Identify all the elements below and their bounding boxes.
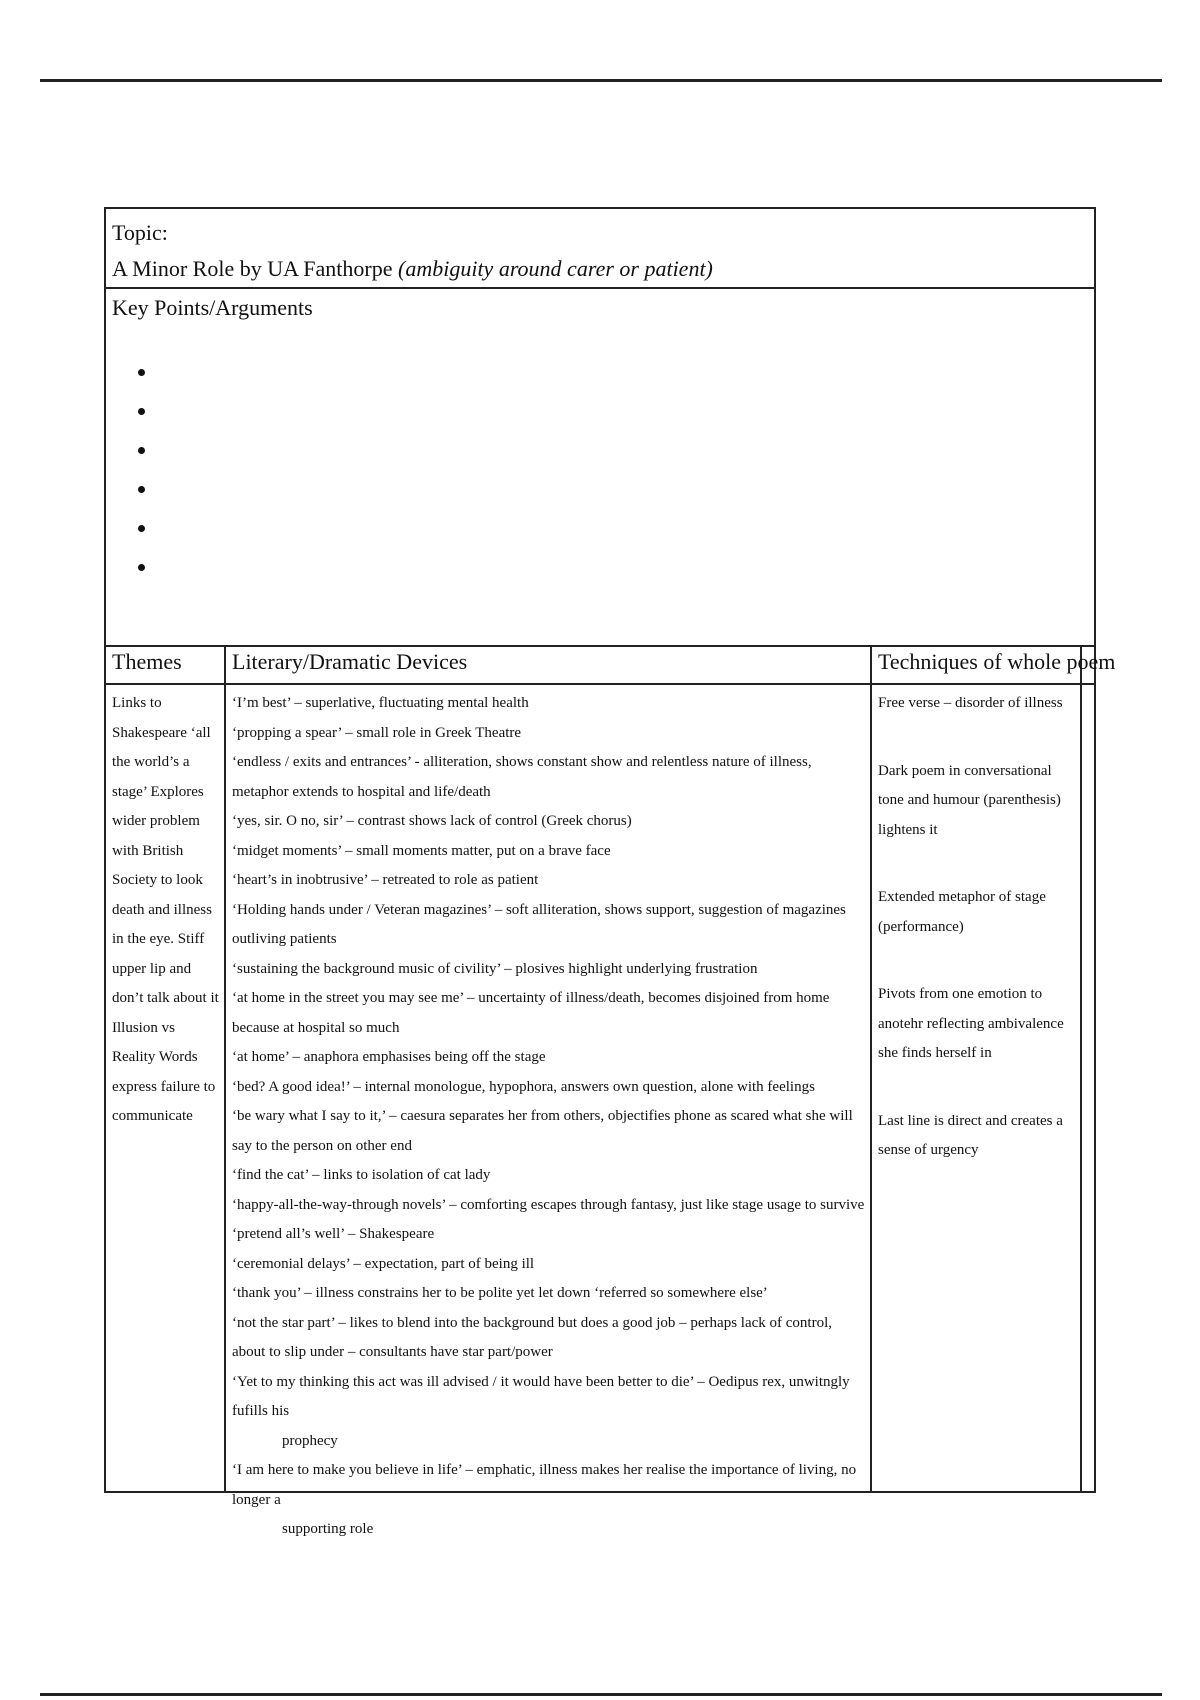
themes-header: Themes xyxy=(106,647,224,685)
technique-entry: Free verse – disorder of illness xyxy=(878,695,1063,711)
device-entry: ‘I’m best’ – superlative, fluctuating mental health xyxy=(232,695,529,711)
topic-label: Topic: xyxy=(112,220,168,245)
device-entry: ‘thank you’ – illness constrains her to be polite yet let down ‘referred so somewhere else’ xyxy=(232,1285,768,1301)
narrow-blank-header xyxy=(1082,647,1094,685)
narrow-blank-column xyxy=(1082,647,1094,1491)
techniques-column xyxy=(872,647,1116,1491)
topic-title: A Minor Role by UA Fanthorpe xyxy=(112,256,393,281)
topic-subtitle: (ambiguity around carer or patient) xyxy=(398,256,713,281)
devices-column xyxy=(226,647,872,1537)
devices-list xyxy=(226,685,870,1545)
device-entry-continuation: prophecy xyxy=(282,1432,338,1449)
technique-entry: Extended metaphor of stage (performance) xyxy=(878,889,1046,935)
device-entry: ‘Holding hands under / Veteran magazines’ – soft alliteration, shows support, suggestion of magazines outliving patients xyxy=(232,901,846,947)
device-entry: ‘bed? A good idea!’ – internal monologue, hypophora, answers own question, alone with feelings xyxy=(232,1078,815,1095)
device-entry-hanging xyxy=(232,1456,866,1545)
analysis-table xyxy=(106,647,1116,1537)
footer-rule xyxy=(40,1693,1162,1696)
device-entry: ‘pretend all’s well’ – Shakespeare xyxy=(232,1226,435,1242)
techniques-header: Techniques of whole poem xyxy=(872,647,1080,685)
device-entry: ‘happy-all-the-way-through novels’ – comforting escapes through fantasy, just like stage usage to survive xyxy=(232,1196,865,1213)
themes-column xyxy=(106,647,226,1491)
device-entry-hanging xyxy=(232,1368,866,1457)
revision-sheet xyxy=(104,207,1116,1537)
device-entry: ‘ceremonial delays’ – expectation, part of being ill xyxy=(232,1255,535,1272)
device-entry: ‘find the cat’ – links to isolation of cat lady xyxy=(232,1167,491,1183)
techniques-list xyxy=(872,685,1080,1166)
device-entry: ‘sustaining the background music of civility’ – plosives highlight underlying frustration xyxy=(232,960,758,977)
device-entry: ‘not the star part’ – likes to blend into the background but does a good job – perhaps lack of control, about to slip under – consultants have star part/power xyxy=(232,1314,832,1360)
themes-text: Links to Shakespeare ‘all the world’s a stage’ Explores wider problem with British Society to look death and illness in the eye. Stiff upper lip and don’t talk about it Illusion vs Reality Words express failure to communicate xyxy=(112,695,219,1124)
device-entry-main: ‘I am here to make you believe in life’ – emphatic, illness makes her realise the importance of living, no longer a xyxy=(232,1462,857,1508)
topic-box xyxy=(106,209,1094,289)
key-points-heading: Key Points/Arguments xyxy=(112,295,313,320)
devices-header: Literary/Dramatic Devices xyxy=(226,647,870,685)
device-entry: ‘midget moments’ – small moments matter, put on a brave face xyxy=(232,842,611,859)
device-entry-main: ‘Yet to my thinking this act was ill advised / it would have been better to die’ – Oedipus rex, unwitngly fufills his xyxy=(232,1373,850,1419)
topic-title-line xyxy=(112,251,1088,287)
device-entry: ‘heart’s in inobtrusive’ – retreated to role as patient xyxy=(232,872,539,888)
technique-entry: Last line is direct and creates a sense of urgency xyxy=(878,1112,1063,1158)
device-entry: ‘propping a spear’ – small role in Greek Theatre xyxy=(232,724,522,741)
device-entry: ‘at home’ – anaphora emphasises being off the stage xyxy=(232,1049,546,1065)
device-entry-continuation: supporting role xyxy=(282,1521,374,1537)
technique-entry: Pivots from one emotion to anotehr reflecting ambivalence she finds herself in xyxy=(878,986,1064,1061)
technique-entry: Dark poem in conversational tone and humour (parenthesis) lightens it xyxy=(878,762,1061,838)
header-rule xyxy=(40,79,1162,82)
device-entry: ‘at home in the street you may see me’ – uncertainty of illness/death, becomes disjoined from home because at hospital so much xyxy=(232,990,830,1036)
device-entry: ‘be wary what I say to it,’ – caesura separates her from others, objectifies phone as scared what she will say to the person on other end xyxy=(232,1108,853,1154)
device-entry: ‘endless / exits and entrances’ - alliteration, shows constant show and relentless nature of illness, metaphor extends to hospital and life/death xyxy=(232,754,812,800)
key-points-box xyxy=(106,289,1094,647)
device-entry: ‘yes, sir. O no, sir’ – contrast shows lack of control (Greek chorus) xyxy=(232,813,632,829)
